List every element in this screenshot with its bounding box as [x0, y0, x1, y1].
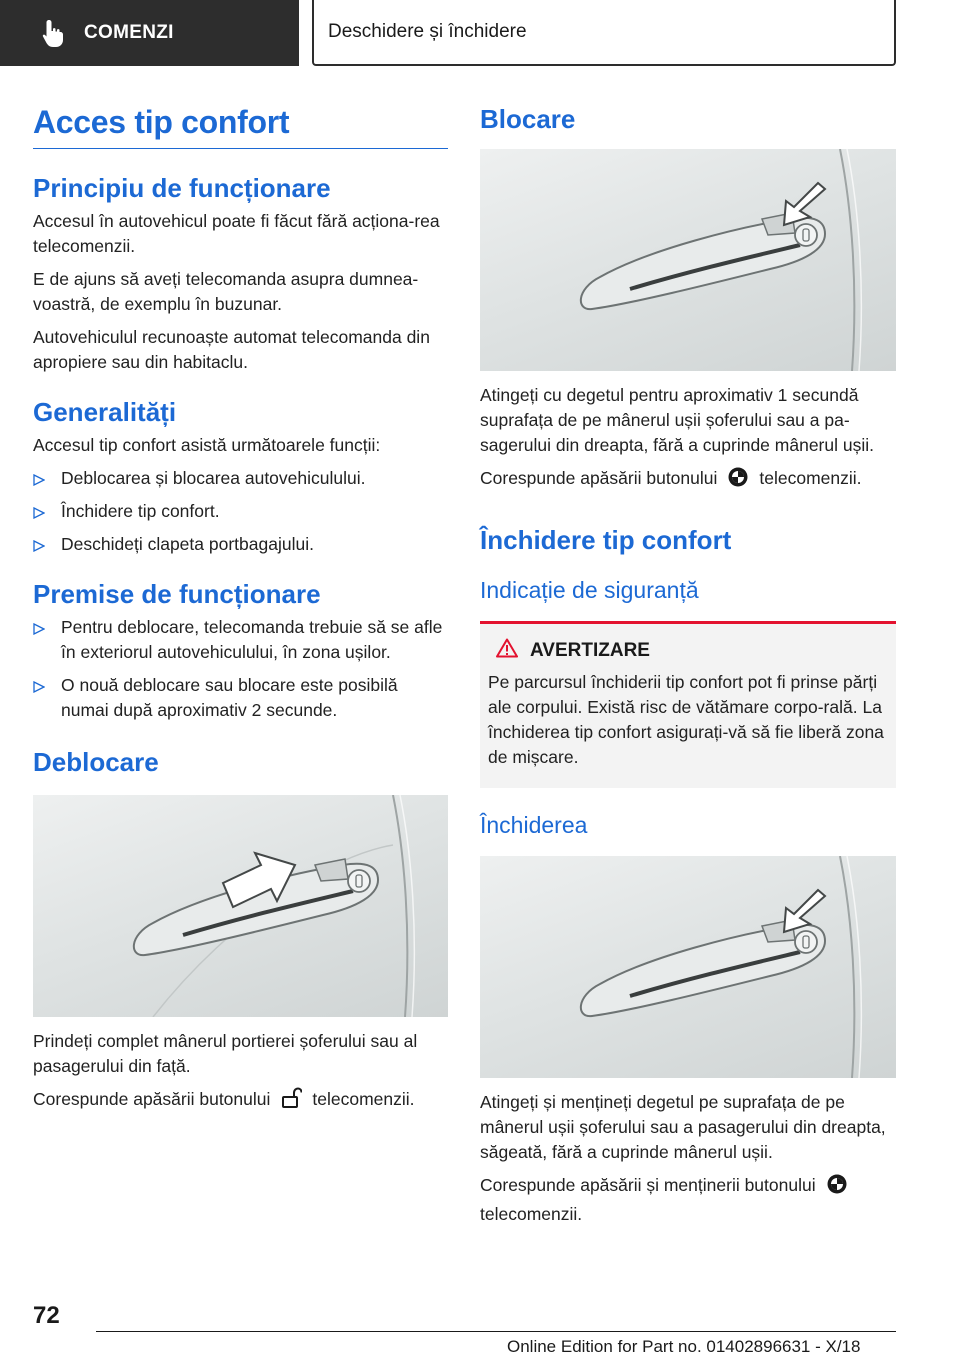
chapter-tab	[312, 0, 896, 66]
inchiderea-heading: Închiderea	[480, 812, 588, 838]
door-handle-unlock-image	[33, 795, 448, 1017]
triangle-bullet-icon	[33, 499, 61, 524]
triangle-bullet-icon	[33, 532, 61, 557]
generalitati-heading: Generalități	[33, 397, 177, 427]
triangle-bullet-icon	[33, 673, 61, 723]
left-column	[33, 100, 448, 1116]
footer-divider	[96, 1331, 896, 1332]
section-label: COMENZI	[84, 22, 174, 43]
warning-box	[480, 621, 896, 788]
principiu-heading: Principiu de funcționare	[33, 173, 331, 203]
deblocare-heading: Deblocare	[33, 747, 159, 777]
door-handle-close-image	[480, 856, 896, 1078]
blocare-heading: Blocare	[480, 104, 576, 134]
warning-title-row	[488, 638, 888, 664]
page-title: Acces tip confort	[33, 100, 448, 149]
inchiderea-p1: Atingeți și mențineți degetul pe suprafața de pe mânerul ușii șoferului sau a pasagerului din dreapta, săgeată, fără a cuprinde mânerul ușii.	[480, 1092, 886, 1162]
warning-triangle-icon	[496, 638, 518, 664]
principiu-p3: Autovehiculul recunoaște automat telecomanda din apropiere sau din habitaclu.	[33, 327, 430, 372]
generalitati-intro: Accesul tip confort asistă următoarele funcții:	[33, 435, 381, 455]
warning-text: Pe parcursul închiderii tip confort pot fi prinse părți ale corpului. Există risc de vătămare corpo-rală. La închiderea tip confort asigurați-vă să fie liberă zona de mișcare.	[488, 672, 884, 767]
bmw-logo-icon	[727, 466, 749, 495]
principiu-p2: E de ajuns să aveți telecomanda asupra dumnea-voastră, de exemplu în buzunar.	[33, 269, 419, 314]
list-item: Închidere tip confort.	[33, 499, 448, 524]
triangle-bullet-icon	[33, 466, 61, 491]
safety-heading: Indicație de siguranță	[480, 577, 699, 603]
right-column	[480, 100, 896, 1227]
deblocare-p1: Prindeți complet mânerul portierei șoferului sau al pasagerului din față.	[33, 1031, 418, 1076]
list-item: Deblocarea și blocarea autovehiculului.	[33, 466, 448, 491]
list-item: O nouă deblocare sau blocare este posibilă numai după aproximativ 2 secunde.	[33, 673, 448, 723]
section-tab	[0, 0, 299, 66]
principiu-p1: Accesul în autovehicul poate fi făcut fără acționa-rea telecomenzii.	[33, 211, 440, 256]
hand-pointer-icon	[40, 18, 66, 48]
list-item: Deschideți clapeta portbagajului.	[33, 532, 448, 557]
door-handle-lock-image	[480, 149, 896, 371]
blocare-p1: Atingeți cu degetul pentru aproximativ 1 secundă suprafața de pe mânerul ușii șoferului sau a pa-sagerului din dreapta, fără a cuprinde mânerul ușii.	[480, 385, 874, 455]
inchidere-heading: Închidere tip confort	[480, 525, 732, 555]
premise-heading: Premise de funcționare	[33, 579, 321, 609]
footer-edition: Online Edition for Part no. 01402896631 - X/18	[507, 1337, 861, 1356]
chapter-label: Deschidere și închidere	[328, 21, 527, 42]
blocare-p2: Corespunde apăsării butonului telecomenzii.	[480, 466, 896, 495]
deblocare-p2: Corespunde apăsării butonului telecomenzii.	[33, 1087, 448, 1116]
warning-title: AVERTIZARE	[530, 640, 650, 661]
triangle-bullet-icon	[33, 615, 61, 665]
page-number: 72	[33, 1302, 60, 1329]
list-item: Pentru deblocare, telecomanda trebuie să se afle în exteriorul autovehiculului, în zona ușilor.	[33, 615, 448, 665]
bmw-logo-icon	[826, 1173, 848, 1202]
unlock-icon	[280, 1087, 302, 1116]
inchiderea-p2: Corespunde apăsării și menținerii butonului telecomenzii.	[480, 1173, 896, 1227]
